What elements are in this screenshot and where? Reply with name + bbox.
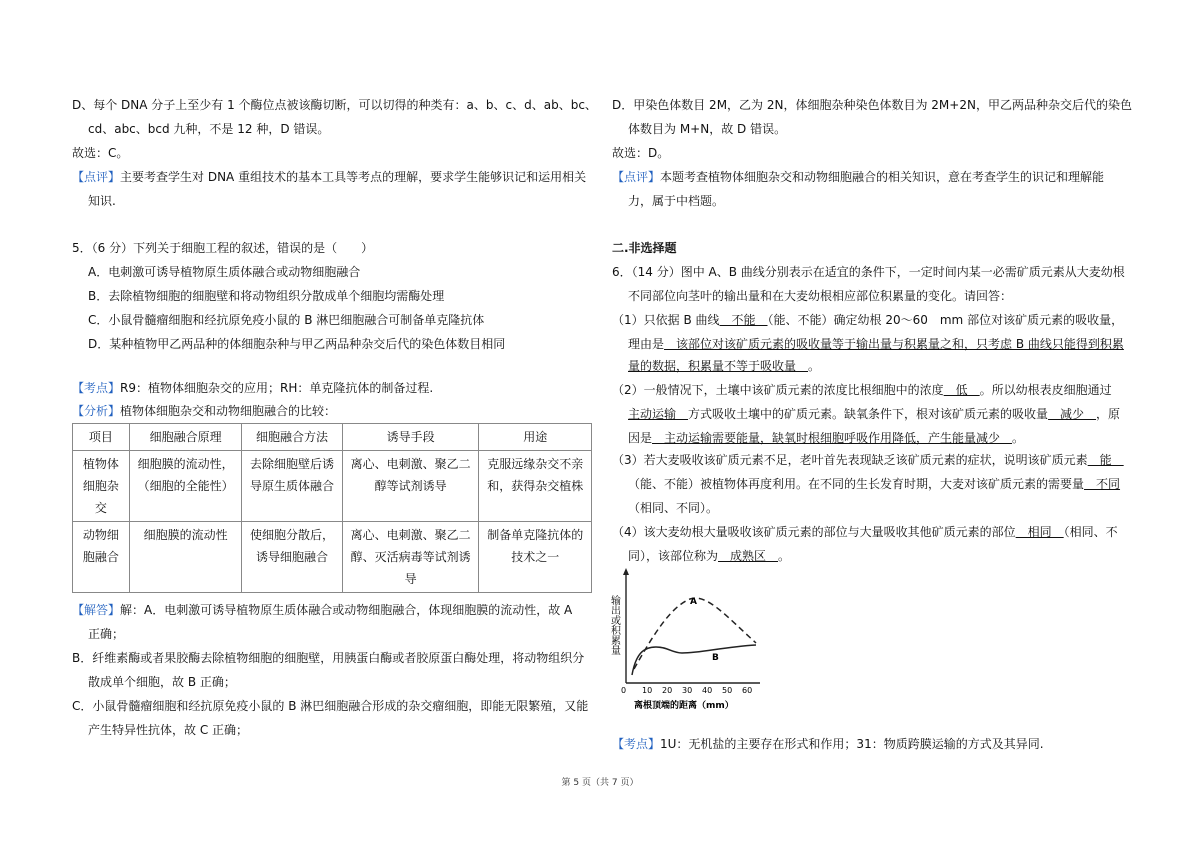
table-cell: 离心、电刺激、聚乙二醇等试剂诱导 — [342, 451, 479, 522]
part-1-line-1 — [612, 312, 1123, 328]
part-2-line-1 — [612, 382, 1112, 398]
answer-blank: 能 — [1087, 453, 1124, 467]
x-tick-label: 20 — [662, 686, 673, 695]
answer-blank: 减少 — [1048, 407, 1097, 421]
text: 。所以幼根表皮细胞通过 — [979, 383, 1112, 397]
x-tick-label: 60 — [742, 686, 753, 695]
page-footer: 第 5 页（共 7 页） — [561, 778, 639, 788]
comment-tag: 【点评】 — [612, 170, 661, 184]
jieda-b-2: 散成单个细胞，故 B 正确； — [88, 675, 236, 689]
x-tick-label: 40 — [702, 686, 713, 695]
text: 。 — [1012, 431, 1025, 445]
kaodian-tag: 【考点】 — [72, 381, 121, 395]
table-row — [73, 451, 592, 522]
option-d-explanation-1: D、每个 DNA 分子上至少有 1 个酶位点被该酶切断，可以切得的种类有：a、b、c、d、ab、bc、 — [72, 98, 597, 112]
jieda-c-1: C．小鼠骨髓瘤细胞和经抗原免疫小鼠的 B 淋巴细胞融合形成的杂交瘤细胞，即能无限繁殖，又能 — [72, 699, 589, 713]
text: （能、不能）确定幼根 20～60 mm 部位对该矿质元素的吸收量， — [767, 313, 1124, 327]
jieda-c-2: 产生特异性抗体，故 C 正确； — [88, 723, 249, 737]
kaodian-text: R9：植物体细胞杂交的应用；RH：单克隆抗体的制备过程. — [120, 381, 434, 395]
part-2-line-3 — [628, 430, 1024, 446]
table-row — [73, 522, 592, 593]
kaodian-line — [72, 380, 433, 396]
answer-blank: 量的数据，积累量不等于吸收量 — [628, 359, 809, 373]
table-header-row — [73, 424, 592, 451]
table-cell: 克服远缘杂交不亲和，获得杂交植株 — [479, 451, 592, 522]
right-kaodian — [612, 736, 1044, 752]
comparison-table — [72, 423, 592, 593]
part-4-line-2 — [628, 548, 790, 564]
curve-a-label: A — [690, 597, 697, 607]
answer-blank: 该部位对该矿质元素的吸收量等于输出量与积累量之和，只考虑 B 曲线只能得到积累 — [664, 337, 1124, 351]
table-cell: 使细胞分散后，诱导细胞融合 — [242, 522, 342, 593]
comment-text-1: 主要考查学生对 DNA 重组技术的基本工具等考点的理解，要求学生能够识记和运用相关 — [120, 170, 587, 184]
jieda-b-1: B．纤维素酶或者果胶酶去除植物细胞的细胞壁，用胰蛋白酶或者胶原蛋白酶处理，将动物组织分 — [72, 651, 585, 665]
y-axis-arrow-icon — [623, 568, 629, 575]
x-tick-label: 30 — [682, 686, 693, 695]
curve-a — [634, 598, 756, 669]
answer-blank: 成熟区 — [718, 549, 779, 563]
comment-tag: 【点评】 — [72, 170, 121, 184]
table-cell: 动物细胞融合 — [73, 522, 130, 593]
question-5-option-c: C．小鼠骨髓瘤细胞和经抗原免疫小鼠的 B 淋巴细胞融合可制备单克隆抗体 — [88, 313, 485, 327]
question-5-option-d: D．某种植物甲乙两品种的体细胞杂种与甲乙两品种杂交后代的染色体数目相同 — [88, 337, 506, 351]
text: （3）若大麦吸收该矿质元素不足，老叶首先表现缺乏该矿质元素的症状，说明该矿质元素 — [612, 453, 1088, 467]
kaodian-text: 1U：无机盐的主要存在形式和作用；31：物质跨膜运输的方式及其异同. — [660, 737, 1044, 751]
text: 方式吸收土壤中的矿质元素。缺氧条件下，根对该矿质元素的吸收量 — [688, 407, 1049, 421]
part-3-line-3: （相同、不同）。 — [628, 501, 719, 515]
table-cell: 制备单克隆抗体的技术之一 — [479, 522, 592, 593]
jieda-line-1 — [72, 602, 572, 618]
table-header-cell: 用途 — [479, 424, 592, 451]
comment-2: 知识. — [88, 194, 116, 208]
text: ，原 — [1096, 407, 1121, 421]
jieda-a-1: 解：A．电刺激可诱导植物原生质体融合或动物细胞融合，体现细胞膜的流动性，故 A — [120, 603, 573, 617]
comment-text-1: 本题考查植物体细胞杂交和动物细胞融合的相关知识，意在考查学生的识记和理解能 — [660, 170, 1105, 184]
part-2-line-2 — [628, 406, 1120, 422]
origin-label: 0 — [621, 686, 627, 695]
text: 理由是 — [628, 337, 665, 351]
question-5-option-a: A．电刺激可诱导植物原生质体融合或动物细胞融合 — [88, 265, 361, 279]
question-6-stem-1: 6．（14 分）图中 A、B 曲线分别表示在适宜的条件下，一定时间内某一必需矿质元素从大麦幼根 — [612, 265, 1125, 279]
table-cell: 去除细胞壁后诱导原生质体融合 — [242, 451, 342, 522]
question-5-option-b: B．去除植物细胞的细胞壁和将动物组织分散成单个细胞均需酶处理 — [88, 289, 445, 303]
answer-c: 故选：C。 — [72, 146, 129, 160]
right-comment-1 — [612, 169, 1104, 185]
jieda-a-2: 正确； — [88, 627, 125, 641]
text: 。 — [808, 359, 821, 373]
table-header-cell: 细胞融合原理 — [129, 424, 242, 451]
table-header-cell: 项目 — [73, 424, 130, 451]
text: 因是 — [628, 431, 653, 445]
fenxi-text: 植物体细胞杂交和动物细胞融合的比较： — [120, 404, 337, 418]
text: （相同、不 — [1063, 525, 1118, 539]
right-option-d-1: D．甲染色体数目 2M，乙为 2N，体细胞杂种染色体数目为 2M+2N，甲乙两品种杂交后代的染色 — [612, 98, 1132, 112]
x-axis-label: 离根顶端的距离（mm） — [634, 701, 734, 711]
answer-blank: 主动运输 — [628, 407, 689, 421]
part-1-line-2 — [628, 336, 1124, 352]
option-d-explanation-2: cd、abc、bcd 九种，不是 12 种，D 错误。 — [88, 122, 330, 136]
answer-blank: 不同 — [1084, 477, 1121, 491]
text: （2）一般情况下，土壤中该矿质元素的浓度比根细胞中的浓度 — [612, 383, 944, 397]
table-cell: 细胞膜的流动性，（细胞的全能性） — [129, 451, 242, 522]
section-title: 二.非选择题 — [612, 241, 677, 255]
table-cell: 离心、电刺激、聚乙二醇、灭活病毒等试剂诱导 — [342, 522, 479, 593]
question-6-stem-2: 不同部位向茎叶的输出量和在大麦幼根相应部位积累量的变化。请回答： — [628, 289, 1013, 303]
fenxi-line — [72, 403, 336, 419]
part-3-line-2 — [628, 476, 1120, 492]
answer-blank: 低 — [943, 383, 980, 397]
text: （1）只依据 B 曲线 — [612, 313, 720, 327]
part-4-line-1 — [612, 524, 1118, 540]
right-option-d-2: 体数目为 M+N，故 D 错误。 — [628, 122, 787, 136]
question-5-stem: 5．（6 分）下列关于细胞工程的叙述，错误的是（ ） — [72, 241, 374, 255]
distance-curve-figure — [608, 565, 772, 715]
jieda-tag: 【解答】 — [72, 603, 121, 617]
right-comment-2: 力，属于中档题。 — [628, 194, 725, 208]
table-header-cell: 细胞融合方法 — [242, 424, 342, 451]
part-1-line-3 — [628, 358, 820, 374]
text: （能、不能）被植物体再度利用。在不同的生长发育时期，大麦对该矿质元素的需要量 — [628, 477, 1085, 491]
curve-b-label: B — [712, 653, 719, 663]
answer-blank: 相同 — [1015, 525, 1064, 539]
answer-blank: 主动运输需要能量，缺氧时根细胞呼吸作用降低，产生能量减少 — [652, 431, 1013, 445]
table-cell: 植物体细胞杂交 — [73, 451, 130, 522]
fenxi-tag: 【分析】 — [72, 404, 121, 418]
answer-d: 故选：D。 — [612, 146, 670, 160]
answer-blank: 不能 — [719, 313, 768, 327]
text: 同），该部位称为 — [628, 549, 719, 563]
text: 。 — [778, 549, 791, 563]
text: （4）该大麦幼根大量吸收该矿质元素的部位与大量吸收其他矿质元素的部位 — [612, 525, 1016, 539]
part-3-line-1 — [612, 452, 1124, 468]
kaodian-tag: 【考点】 — [612, 737, 661, 751]
y-axis-label: 输出或积累量 — [608, 595, 620, 655]
table-header-cell: 诱导手段 — [342, 424, 479, 451]
x-tick-label: 50 — [722, 686, 733, 695]
curve-b — [632, 645, 756, 675]
x-tick-label: 10 — [642, 686, 653, 695]
comment-1 — [72, 169, 586, 185]
table-cell: 细胞膜的流动性 — [129, 522, 242, 593]
